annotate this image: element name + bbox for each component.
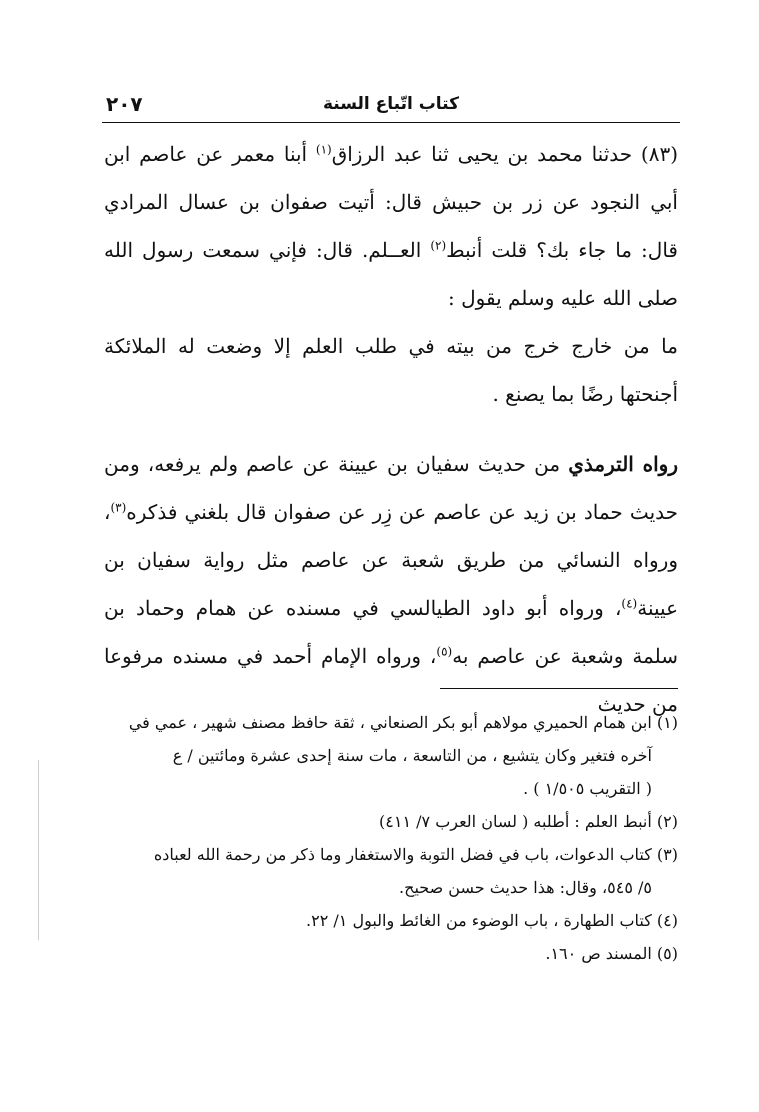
bold-lead: رواه الترمذي — [568, 452, 678, 476]
running-title: كتاب اتّباع السنة — [322, 94, 460, 114]
footnote-1: (١) ابن همام الحميري مولاهم أبو بكر الصنعاني ، ثقة حافظ مصنف شهير ، عمي في — [128, 713, 678, 732]
footnote-marker: (٤) — [621, 596, 638, 611]
footnote-marker: (٢) — [430, 238, 447, 253]
page-header — [102, 92, 680, 123]
main-text — [104, 130, 678, 728]
paragraph-gap — [104, 418, 678, 440]
takhrij-paragraph — [104, 440, 678, 728]
text-run: ، ورواه أبو داود الطيالسي في مسنده عن همام وحماد بن سلمة وشعبة عن عاصم به — [104, 596, 678, 668]
hadith-text-paragraph: ما من خارج خرج من بيته في طلب العلم إلا وضعت له الملائكة أجنحتها رضًا بما يصنع . — [104, 334, 678, 406]
text-run: (٨٣) حدثنا محمد بن يحيى ثنا عبد الرزاق — [331, 142, 678, 166]
footnote-3: (٣) كتاب الدعوات، باب في فضل التوبة والاستغفار وما ذكر من رحمة الله لعباده — [153, 845, 678, 864]
footnote-marker: (١) — [315, 142, 332, 157]
footnote-4: (٤) كتاب الطهارة ، باب الوضوء من الغائط والبول ١/ ٢٢. — [306, 911, 678, 930]
text-run: العــلم. قال: فإني سمعت رسول الله صلى الله عليه وسلم يقول : — [104, 238, 678, 310]
footnotes — [104, 706, 678, 970]
footnote-3-continuation: ٥/ ٥٤٥، وقال: هذا حديث حسن صحيح. — [399, 878, 652, 897]
scan-edge-shadow — [38, 760, 39, 940]
footnote-5: (٥) المسند ص ١٦٠. — [545, 944, 678, 963]
hadith-paragraph — [104, 130, 678, 322]
footnote-1-continuation: ( التقريب ١/٥٠٥ ) . — [523, 779, 652, 798]
page-number: ٢٠٧ — [106, 92, 143, 116]
text-run: من حديث سفيان بن عيينة عن عاصم ولم يرفعه، ومن حديث حماد بن زيد عن عاصم عن زِر عن صفوان قال بلغني فذكره — [104, 452, 678, 524]
footnote-marker: (٥) — [436, 644, 453, 659]
footnote-separator — [440, 688, 678, 689]
footnote-1-continuation: آخره فتغير وكان يتشيع ، من التاسعة ، مات سنة إحدى عشرة ومائتين / ع — [172, 746, 652, 765]
text-run: ، ورواه الإمام أحمد في مسنده مرفوعا من حديث — [104, 644, 678, 716]
text-run: ، ورواه النسائي من طريق شعبة عن عاصم مثل رواية سفيان بن عيينة — [104, 500, 678, 620]
footnote-marker: (٣) — [110, 500, 127, 515]
text-run: أبنا معمر عن عاصم ابن أبي النجود عن زر بن حبيش قال: أتيت صفوان بن عسال المرادي قال: ما جاء بك؟ قلت أنبط — [104, 142, 678, 262]
footnote-2: (٢) أنبط العلم : أطلبه ( لسان العرب ٧/ ٤١١) — [379, 812, 678, 831]
